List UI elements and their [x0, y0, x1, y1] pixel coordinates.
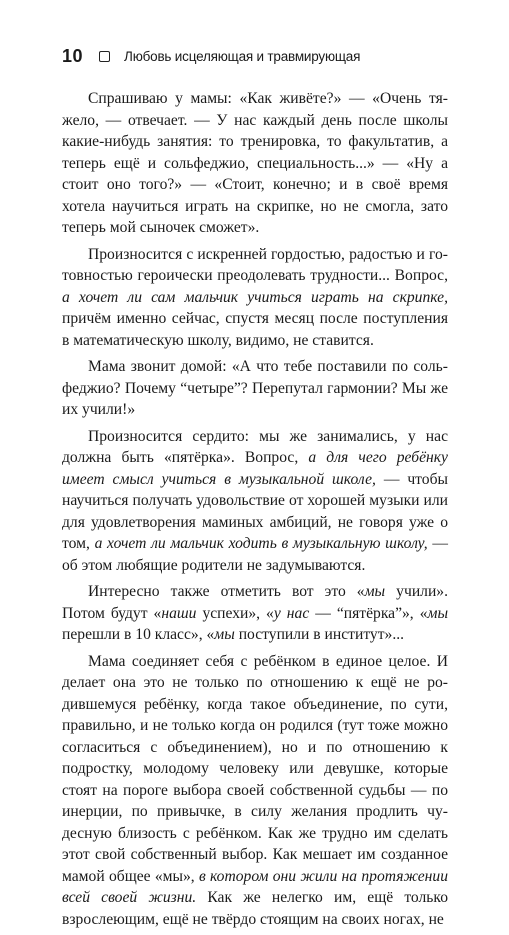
book-title: Любовь исцеляющая и травмирующая — [124, 48, 361, 64]
text-run: перешли в 10 класс», « — [62, 626, 215, 643]
paragraph — [62, 426, 448, 577]
page-number: 10 — [62, 45, 84, 66]
text-run: учили». Потом будут « — [62, 583, 448, 622]
body-text — [62, 88, 448, 935]
text-run: Произносится с искренней гордостью, радостью и готовностью героически преодолевать трудности... Вопрос, — [62, 245, 448, 284]
paragraph — [62, 581, 448, 646]
running-head — [62, 44, 462, 68]
text-run: причём именно сейчас, спустя месяц после поступления в математическую школу, видимо, не ставится. — [62, 310, 448, 349]
emphasis-text: мы — [364, 583, 386, 600]
emphasis-text: а хочет ли сам мальчик учиться играть на скрипке, — [62, 288, 448, 306]
emphasis-text: мы — [214, 626, 235, 643]
text-run: поступили в институт»... — [234, 626, 405, 643]
text-run: Спрашиваю у мамы: «Как живёте?» — «Очень тяжело, — отвечает. — У нас каждый день после школы какие-нибудь занятия: то тренировка, то факультатив, а теперь ещё и сольфеджио, специальность...» — «Ну а стоит оно того?» — «Стоит, конечно; и в своё время хотела научиться играть на скрипке, но не смогла, зато теперь мой сыночек сможет». — [62, 90, 448, 236]
emphasis-text: а хочет ли мальчик ходить в музыкальную школу, — [94, 535, 428, 552]
emphasis-text: а для чего ребёнку имеет смысл учиться в музыкальной школе, — [62, 449, 448, 488]
emphasis-text: у нас — [273, 604, 310, 622]
paragraph — [62, 88, 448, 239]
emphasis-text: в котором они жили на протяжении всей своей жизни. — [62, 867, 448, 906]
text-run: Интересно также отметить вот это « — [88, 583, 365, 600]
paragraph — [62, 356, 448, 421]
text-run: успехи», « — [196, 604, 274, 622]
emphasis-text: наши — [161, 604, 197, 622]
text-run: Как же нелегко им, ещё только взрослеющим, ещё не твёрдо стоящим на своих ногах, не — [62, 889, 448, 928]
text-run: Мама соединяет себя с ребёнком в единое целое. И делает она это не только по отношению к ещё не родившемуся ребёнку, когда такое объединение, по сути, правильно, и не только когда он родился (тут тоже можно согласиться с объединением), но и по отношению к подростку, молодому человеку или девушке, которые стоят на пороге выбора своей собственной судьбы — по инерции, по привычке, в силу желания продлить чудесную близость с ребёнком. Как же трудно им сделать этот свой собственный выбор. Как мешает им созданное мамой общее «мы», — [62, 652, 448, 885]
emphasis-text: мы — [427, 604, 449, 622]
paragraph — [62, 651, 448, 931]
text-run: Мама звонит домой: «А что тебе поставили по сольфеджио? Почему “четыре”? Перепутал гармонии? Мы же их учили!» — [62, 358, 448, 418]
text-run: — “пятёрка”», « — [309, 604, 428, 622]
text-run: — об этом любящие родители не задумываются. — [62, 535, 448, 574]
paragraph — [62, 244, 448, 352]
text-run: Произносится сердито: мы же занимались, у нас должна быть «пятёрка». Вопрос, — [62, 427, 448, 466]
square-bullet-icon — [99, 51, 110, 62]
text-run: — чтобы научиться получать удовольствие от хорошей музыки или для удовлетворения маминых амбиций, не говоря уже о том, — [62, 470, 448, 552]
